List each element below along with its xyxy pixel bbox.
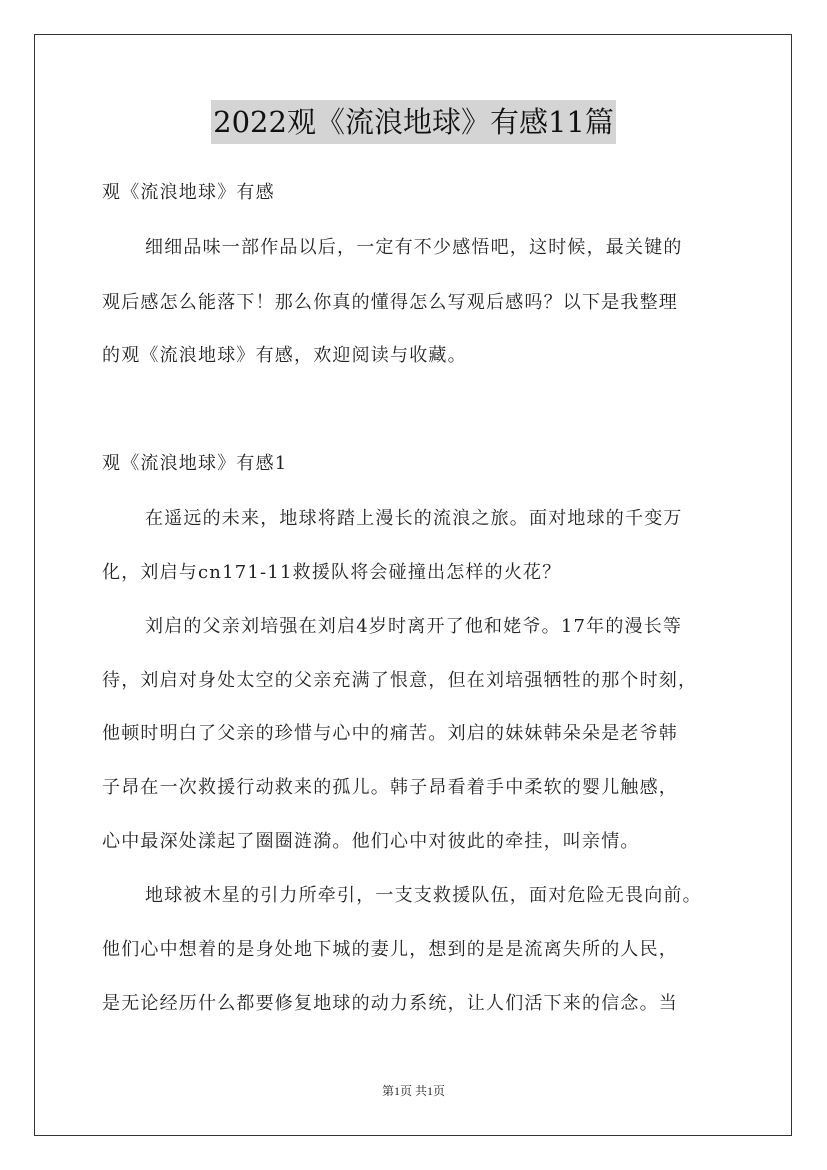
para2-line-2: 待，刘启对身处太空的父亲充满了恨意，但在刘培强牺牲的那个时刻， [102,670,698,691]
para3-line-3: 是无论经历什么都要修复地球的动力系统，让人们活下来的信念。当 [102,993,678,1014]
document-title [0,100,827,144]
para2-line-1: 刘启的父亲刘培强在刘启4岁时离开了他和姥爷。17年的漫长等 [145,616,683,637]
intro-line-1: 细细品味一部作品以后，一定有不少感悟吧，这时候，最关键的 [145,237,683,258]
page-footer: 第1页 共1页 [381,1084,445,1098]
para2-line-3: 他顿时明白了父亲的珍惜与心中的痛苦。刘启的妹妹韩朵朵是老爷韩 [102,723,678,744]
para1-line-2: 化，刘启与cn171-11救援队将会碰撞出怎样的火花？ [102,562,562,583]
para2-line-5: 心中最深处漾起了圈圈涟漪。他们心中对彼此的牵挂，叫亲情。 [102,831,640,852]
para1-line-1: 在遥远的未来，地球将踏上漫长的流浪之旅。面对地球的千变万 [145,508,683,529]
para2-line-4: 子昂在一次救援行动救来的孤儿。韩子昂看着手中柔软的婴儿触感， [102,777,678,798]
intro-line-3: 的观《流浪地球》有感，欢迎阅读与收藏。 [102,345,467,366]
sub-heading: 观《流浪地球》有感1 [102,453,288,474]
para3-line-1: 地球被木星的引力所牵引，一支支救援队伍，面对危险无畏向前。 [145,885,702,906]
para3-line-2: 他们心中想着的是身处地下城的妻儿，想到的是是流离失所的人民， [102,939,678,960]
document-title-text: 2022观《流浪地球》有感11篇 [211,100,616,144]
section-heading: 观《流浪地球》有感 [102,182,275,203]
intro-line-2: 观后感怎么能落下！那么你真的懂得怎么写观后感吗？以下是我整理 [102,292,678,313]
